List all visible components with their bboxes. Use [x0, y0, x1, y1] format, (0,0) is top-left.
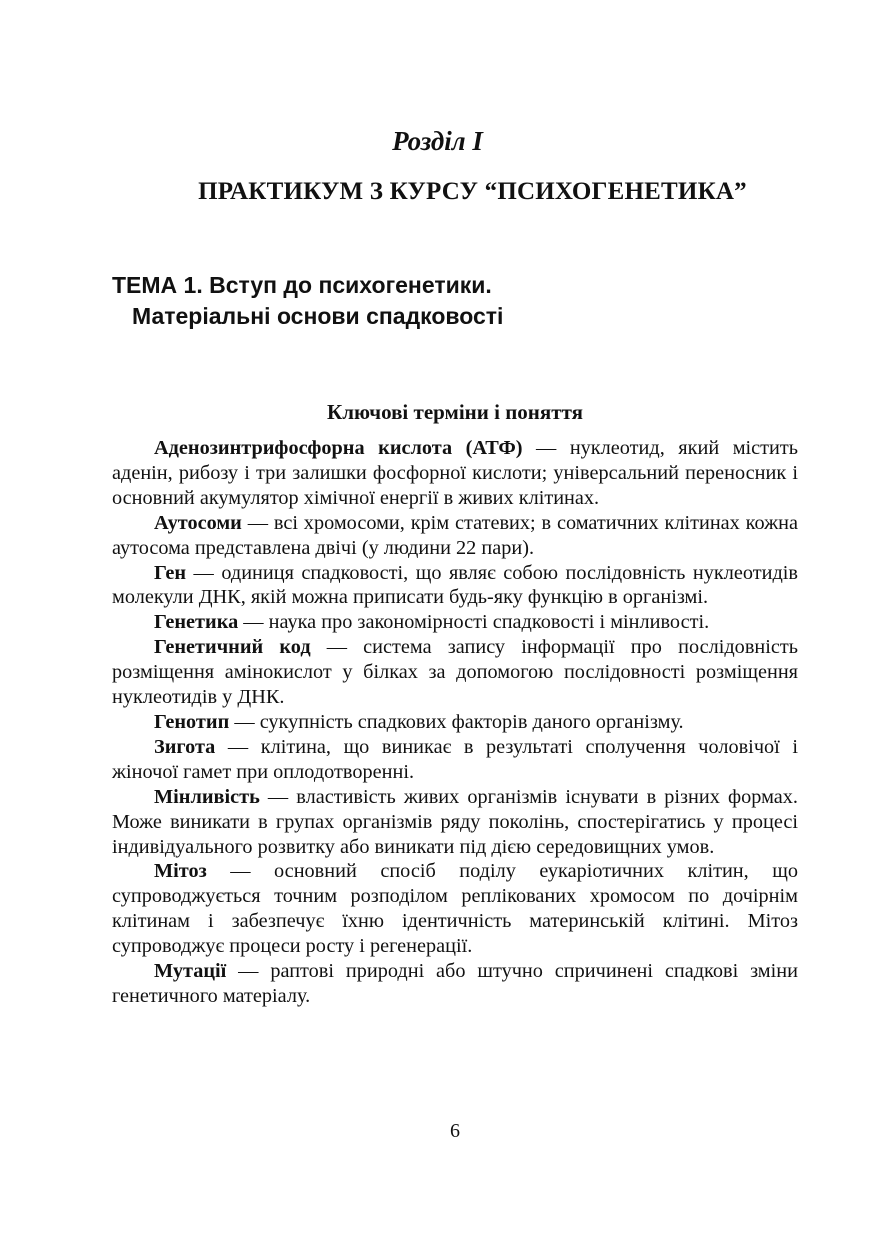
terms-heading: Ключові терміни і поняття	[327, 400, 583, 424]
glossary-term: Генетичний код	[154, 636, 311, 659]
glossary-term: Ген	[154, 561, 187, 584]
glossary-term: Мітоз	[154, 860, 207, 883]
glossary-definition: — нуклеотид, який містить аденін, рибозу і три залишки фосфорної кислоти; універсальний переносник і основний акумулятор хімічної енергії в живих клітинах.	[112, 437, 798, 509]
glossary-entry	[112, 635, 798, 710]
topic-title-line-2: Матеріальні основи спадковості	[132, 303, 504, 329]
glossary-entry	[112, 735, 798, 785]
glossary-entry	[112, 859, 798, 959]
page-number: 6	[450, 1120, 460, 1142]
glossary	[112, 436, 798, 1009]
glossary-definition: — властивість живих організмів існувати в різних формах. Може виникати в групах організмів ряду поколінь, спостерігатись у процесі індивідуального розвитку або виникати під дією середовищних умов.	[112, 785, 798, 858]
glossary-term: Аденозинтрифосфорна кислота (АТФ)	[154, 437, 523, 459]
glossary-entry	[112, 561, 798, 611]
glossary-term: Мінливість	[154, 785, 260, 808]
glossary-term: Генетика	[154, 611, 239, 634]
glossary-definition: — основний спосіб поділу еукаріотичних клітин, що супроводжується точним розподілом реплікованих хромосом по дочірнім клітинам і забезпечує їхню ідентичність материнській клітині. Мітоз супроводжує процеси росту і регенерації.	[112, 860, 798, 958]
topic-title	[112, 270, 812, 332]
glossary-term: Генотип	[154, 710, 230, 733]
topic-title-line-1: ТЕМА 1. Вступ до психогенетики.	[112, 272, 492, 298]
glossary-definition: — одиниця спадковості, що являє собою послідовність нуклеотидів молекули ДНК, якій можна приписати будь-яку функцію в організмі.	[112, 561, 798, 609]
glossary-entry	[112, 610, 798, 635]
glossary-entry	[112, 436, 798, 511]
glossary-term: Зигота	[154, 735, 216, 758]
glossary-definition: — клітина, що виникає в результаті сполучення чоловічої і жіночої гамет при оплодотворенні.	[112, 735, 798, 783]
glossary-term: Аутосоми	[154, 511, 242, 534]
glossary-entry	[112, 710, 798, 735]
glossary-entry	[112, 959, 798, 1009]
part-title: ПРАКТИКУМ З КУРСУ “ПСИХОГЕНЕТИКА”	[198, 178, 747, 205]
glossary-definition: — всі хромосоми, крім статевих; в соматичних клітинах кожна аутосома представлена двічі (у людини 22 пари).	[112, 511, 798, 559]
glossary-definition: — система запису інформації про послідовність розміщення амінокислот у білках за допомогою послідовності розміщення нуклеотидів у ДНК.	[112, 636, 798, 709]
glossary-entry	[112, 785, 798, 860]
section-label: Розділ І	[392, 126, 483, 156]
glossary-definition: — наука про закономірності спадковості і мінливості.	[238, 611, 710, 634]
glossary-definition: — сукупність спадкових факторів даного організму.	[229, 710, 684, 733]
glossary-definition: — раптові природні або штучно спричинені спадкові зміни генетичного матеріалу.	[112, 960, 798, 1007]
glossary-term: Мутації	[154, 960, 227, 983]
glossary-entry	[112, 511, 798, 561]
